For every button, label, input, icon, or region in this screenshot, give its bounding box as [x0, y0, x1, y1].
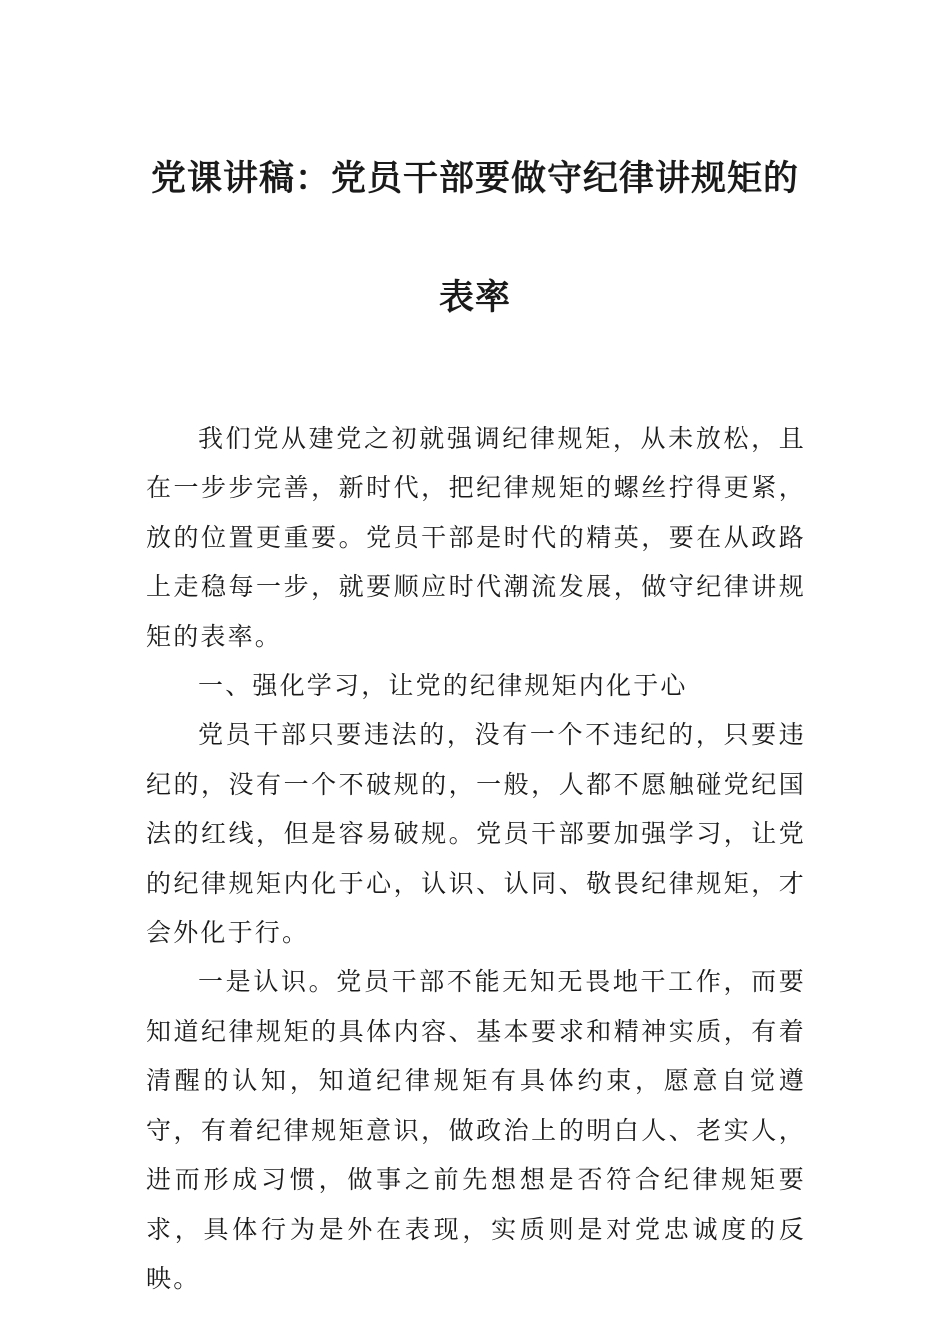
document-title-line-1: 党课讲稿：党员干部要做守纪律讲规矩的	[150, 159, 799, 199]
paragraph-intro: 我们党从建党之初就强调纪律规矩，从未放松，且在一步步完善，新时代，把纪律规矩的螺丝拧得更紧，放的位置更重要。党员干部是时代的精英，要在从政路上走稳每一步，就要顺应时代潮流发展，做守纪律讲规矩的表率。	[146, 424, 806, 651]
section-heading-1: 一、强化学习，让党的纪律规矩内化于心	[198, 671, 688, 701]
paragraph-point-1: 一是认识。党员干部不能无知无畏地干工作，而要知道纪律规矩的具体内容、基本要求和精神实质，有着清醒的认知，知道纪律规矩有具体约束，愿意自觉遵守，有着纪律规矩意识，做政治上的明白人、老实人，进而形成习惯，做事之前先想想是否符合纪律规矩要求，具体行为是外在表现，实质则是对党忠诚度的反映。	[146, 967, 806, 1293]
document-body	[146, 414, 806, 1303]
paragraph-section-1: 党员干部只要违法的，没有一个不违纪的，只要违纪的，没有一个不破规的，一般，人都不愿触碰党纪国法的红线，但是容易破规。党员干部要加强学习，让党的纪律规矩内化于心，认识、认同、敬畏纪律规矩，才会外化于行。	[146, 720, 806, 948]
document-title-line-2: 表率	[438, 278, 511, 318]
